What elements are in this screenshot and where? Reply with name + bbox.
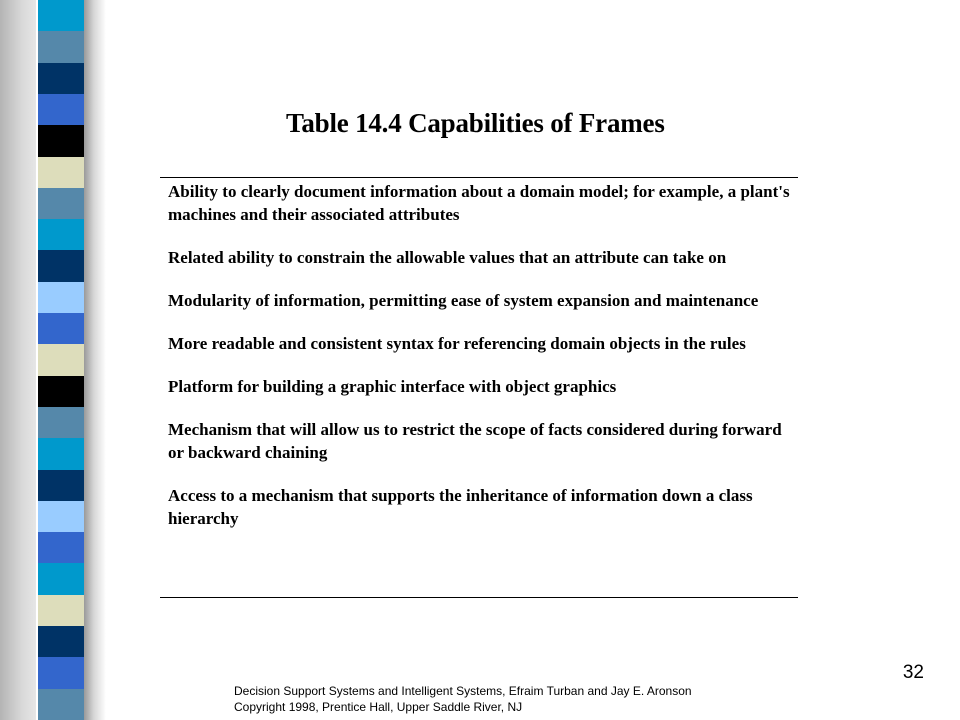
- color-block: [38, 407, 86, 439]
- color-block: [38, 344, 86, 376]
- color-block: [38, 689, 86, 720]
- color-block: [38, 376, 86, 408]
- capability-item: Ability to clearly document information about a domain model; for example, a plant's machines and their associated attributes: [168, 182, 790, 224]
- color-block: [38, 250, 86, 282]
- color-block: [38, 0, 86, 32]
- capability-item: Modularity of information, permitting ease of system expansion and maintenance: [168, 291, 759, 310]
- color-block: [38, 470, 86, 502]
- capability-item: Mechanism that will allow us to restrict the scope of facts considered during forward or backward chaining: [168, 420, 782, 462]
- strip-shading: [0, 0, 36, 720]
- color-block: [38, 125, 86, 157]
- color-block: [38, 626, 86, 658]
- color-block: [38, 501, 86, 533]
- citation-line: Decision Support Systems and Intelligent Systems, Efraim Turban and Jay E. Aronson: [234, 684, 692, 698]
- capability-item: Access to a mechanism that supports the inheritance of information down a class hierarchy: [168, 486, 753, 528]
- table-bottom-rule: [160, 597, 798, 598]
- color-block: [38, 595, 86, 627]
- color-block: [38, 563, 86, 595]
- color-block: [38, 438, 86, 470]
- page-number: 32: [902, 662, 924, 683]
- citation-line: Copyright 1998, Prentice Hall, Upper Saddle River, NJ: [234, 700, 523, 714]
- color-block: [38, 532, 86, 564]
- color-block: [38, 657, 86, 689]
- color-block: [38, 63, 86, 95]
- decorative-side-strip: [0, 0, 110, 720]
- color-block: [38, 157, 86, 189]
- color-block: [38, 313, 86, 345]
- slide-title: Table 14.4 Capabilities of Frames: [286, 108, 665, 138]
- capabilities-list: [168, 180, 798, 550]
- color-block: [38, 31, 86, 63]
- table-top-rule: [160, 177, 798, 178]
- color-block: [38, 94, 86, 126]
- color-block: [38, 219, 86, 251]
- capability-item: Related ability to constrain the allowable values that an attribute can take on: [168, 248, 727, 267]
- capability-item: Platform for building a graphic interface with object graphics: [168, 377, 617, 396]
- capability-item: More readable and consistent syntax for referencing domain objects in the rules: [168, 334, 746, 353]
- color-block: [38, 282, 86, 314]
- color-block: [38, 188, 86, 220]
- citation: [234, 683, 692, 715]
- strip-shadow: [84, 0, 106, 720]
